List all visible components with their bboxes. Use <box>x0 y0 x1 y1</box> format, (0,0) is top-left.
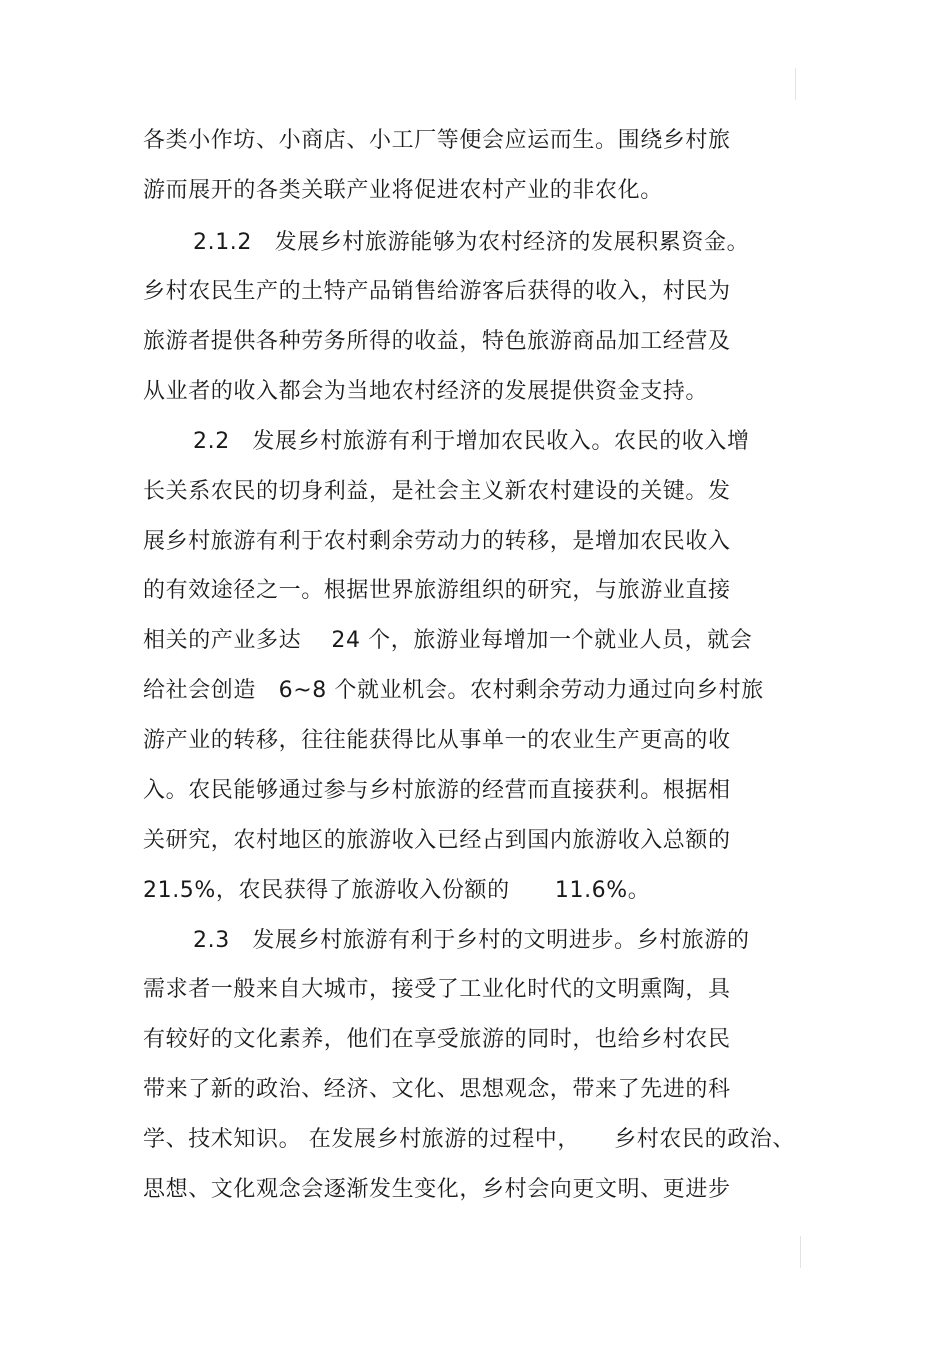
margin-mark-top <box>795 68 796 100</box>
text-line: 相关的产业多达 24 个，旅游业每增加一个就业人员，就会 <box>143 628 753 653</box>
text-line: 乡村农民生产的土特产品销售给游客后获得的收入，村民为 <box>143 279 731 304</box>
text-line: 需求者一般来自大城市，接受了工业化时代的文明熏陶，具 <box>143 977 731 1002</box>
text-line: 各类小作坊、小商店、小工厂等便会应运而生。围绕乡村旅 <box>143 128 731 153</box>
text-line: 思想、文化观念会逐渐发生变化，乡村会向更文明、更进步 <box>143 1177 731 1202</box>
section-heading-2-1-2: 2.1.2 发展乡村旅游能够为农村经济的发展积累资金。 <box>193 230 750 255</box>
text-line: 的有效途径之一。根据世界旅游组织的研究，与旅游业直接 <box>143 578 731 603</box>
text-line: 长关系农民的切身利益，是社会主义新农村建设的关键。发 <box>143 479 731 504</box>
text-line: 展乡村旅游有利于农村剩余劳动力的转移，是增加农民收入 <box>143 529 731 554</box>
text-line: 21.5%，农民获得了旅游收入份额的 11.6%。 <box>143 878 651 903</box>
margin-mark-bottom <box>800 1236 801 1268</box>
section-heading-2-3: 2.3 发展乡村旅游有利于乡村的文明进步。乡村旅游的 <box>193 928 750 953</box>
text-line: 旅游者提供各种劳务所得的收益，特色旅游商品加工经营及 <box>143 329 731 354</box>
text-line: 游产业的转移，往往能获得比从事单一的农业生产更高的收 <box>143 728 731 753</box>
text-line: 入。农民能够通过参与乡村旅游的经营而直接获利。根据相 <box>143 778 731 803</box>
text-line: 学、技术知识。 在发展乡村旅游的过程中， 乡村农民的政治、 <box>143 1127 795 1152</box>
text-line: 有较好的文化素养，他们在享受旅游的同时，也给乡村农民 <box>143 1027 731 1052</box>
text-line: 给社会创造 6~8 个就业机会。农村剩余劳动力通过向乡村旅 <box>143 678 764 703</box>
text-line: 游而展开的各类关联产业将促进农村产业的非农化。 <box>143 178 663 203</box>
section-heading-2-2: 2.2 发展乡村旅游有利于增加农民收入。农民的收入增 <box>193 429 750 454</box>
text-line: 关研究，农村地区的旅游收入已经占到国内旅游收入总额的 <box>143 828 731 853</box>
text-line: 带来了新的政治、经济、文化、思想观念，带来了先进的科 <box>143 1077 731 1102</box>
text-line: 从业者的收入都会为当地农村经济的发展提供资金支持。 <box>143 379 709 404</box>
